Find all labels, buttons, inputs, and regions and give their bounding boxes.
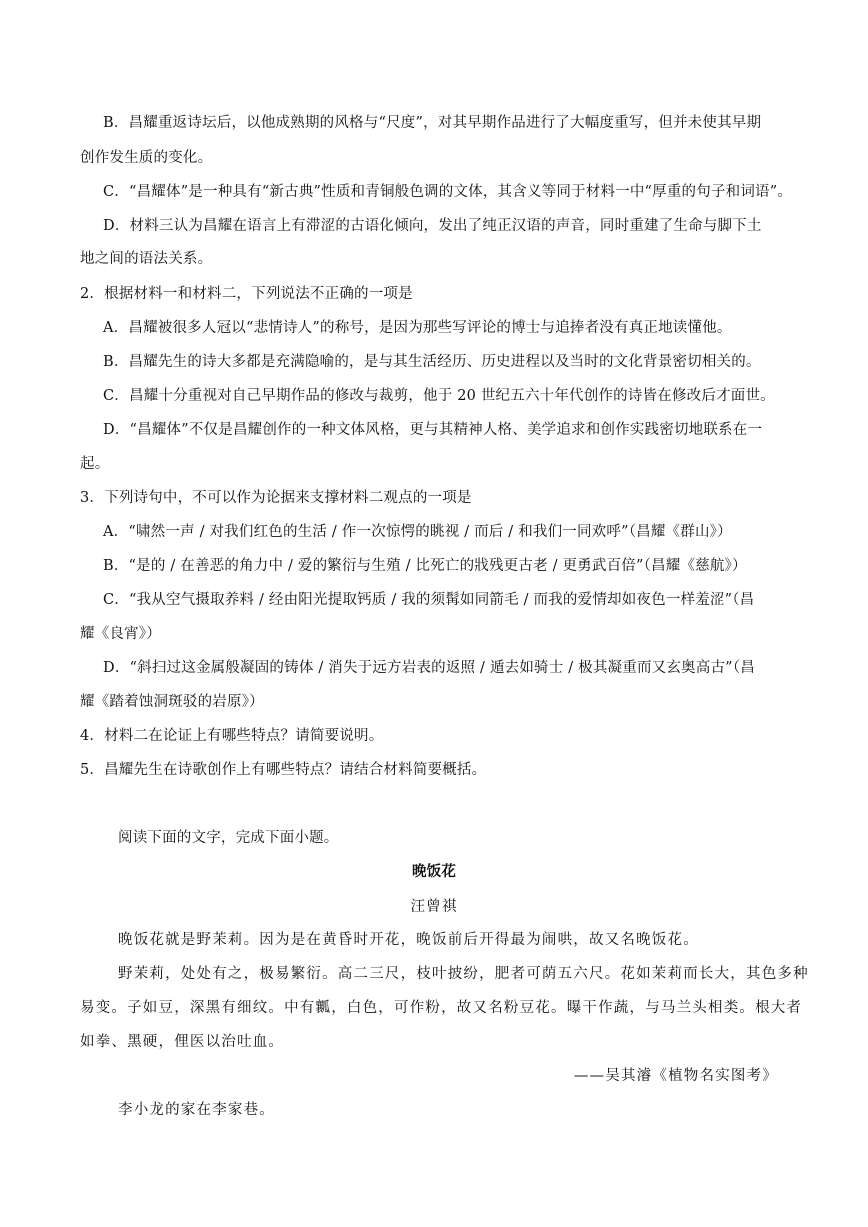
article-paragraph-1: 晚饭花就是野茉莉。因为是在黄昏时开花，晚饭前后开得最为闹哄，故又名晚饭花。 [118, 932, 699, 948]
q2-option-d-line1: D．“昌耀体”不仅是昌耀创作的一种文体风格，更与其精神人格、美学追求和创作实践密切地联系在一 [103, 422, 763, 438]
article-paragraph-2-line3: 如拳、黑硬，俚医以治吐血。 [80, 1034, 285, 1050]
q4-stem: 4．材料二在论证上有哪些特点？请简要说明。 [80, 728, 384, 744]
article-paragraph-2-line1: 野茉莉，处处有之，极易繁衍。高二三尺，枝叶披纷，肥者可荫五六尺。花如茉莉而长大，其色多种 [118, 966, 809, 982]
q1-option-d-line1: D．材料三认为昌耀在语言上有滞涩的古语化倾向，发出了纯正汉语的声音，同时重建了生命与脚下土 [103, 218, 762, 234]
q2-option-c: C．昌耀十分重视对自己早期作品的修改与裁剪，他于 20 世纪五六十年代创作的诗皆在修改后才面世。 [103, 388, 775, 404]
article-paragraph-3: 李小龙的家在李家巷。 [118, 1102, 275, 1118]
q1-option-c: C．“昌耀体”是一种具有“新古典”性质和青铜般色调的文体，其含义等同于材料一中“厚重的句子和词语”。 [103, 184, 793, 200]
q5-stem: 5．昌耀先生在诗歌创作上有哪些特点？请结合材料简要概括。 [80, 762, 487, 778]
q2-stem: 2．根据材料一和材料二，下列说法不正确的一项是 [80, 286, 413, 302]
article-paragraph-2-line2: 易变。子如豆，深黑有细纹。中有瓤，白色，可作粉，故又名粉豆花。曝干作蔬，与马兰头相类。根大者 [80, 1000, 803, 1016]
q1-option-b-line1: B．昌耀重返诗坛后，以他成熟期的风格与“尺度”，对其早期作品进行了大幅度重写，但并未使其早期 [103, 115, 762, 131]
q3-option-c-line2: 耀《良宵》） [80, 626, 161, 642]
q3-option-c-line1: C．“我从空气摄取养料 / 经由阳光提取钙质 / 我的须髯如同箭毛 / 而我的爱情却如夜色一样羞涩”（昌 [103, 592, 755, 608]
q1-option-d-line2: 地之间的语法关系。 [80, 251, 213, 267]
article-title: 晚饭花 [411, 863, 457, 880]
q1-option-b-line2: 创作发生质的变化。 [80, 150, 213, 166]
q2-option-b: B．昌耀先生的诗大多都是充满隐喻的，是与其生活经历、历史进程以及当时的文化背景密切相关的。 [103, 354, 761, 370]
q3-option-d-line1: D．“斜扫过这金属般凝固的铸体 / 消失于远方岩表的返照 / 遁去如骑士 / 极其凝重而又玄奥高古”（昌 [103, 660, 755, 676]
q3-option-a: A．“啸然一声 / 对我们红色的生活 / 作一次惊愕的眺视 / 而后 / 和我们一同欢呼”（昌耀《群山》） [103, 524, 732, 540]
article-author: 汪曾祺 [410, 899, 458, 915]
q3-stem: 3．下列诗句中，不可以作为论据来支撑材料二观点的一项是 [80, 490, 472, 506]
q2-option-d-line2: 起。 [80, 456, 110, 472]
article-citation: ——吴其濬《植物名实图考》 [573, 1068, 778, 1084]
q2-option-a: A．昌耀被很多人冠以“悲情诗人”的称号，是因为那些写评论的博士与追捧者没有真正地读懂他。 [103, 320, 732, 336]
q3-option-d-line2: 耀《踏着蚀洞斑驳的岩原》） [80, 694, 264, 710]
reading-instruction: 阅读下面的文字，完成下面小题。 [118, 830, 339, 846]
q3-option-b: B．“是的 / 在善恶的角力中 / 爱的繁衍与生殖 / 比死亡的戕残更古老 / 更勇武百倍”（昌耀《慈航》） [103, 558, 747, 574]
